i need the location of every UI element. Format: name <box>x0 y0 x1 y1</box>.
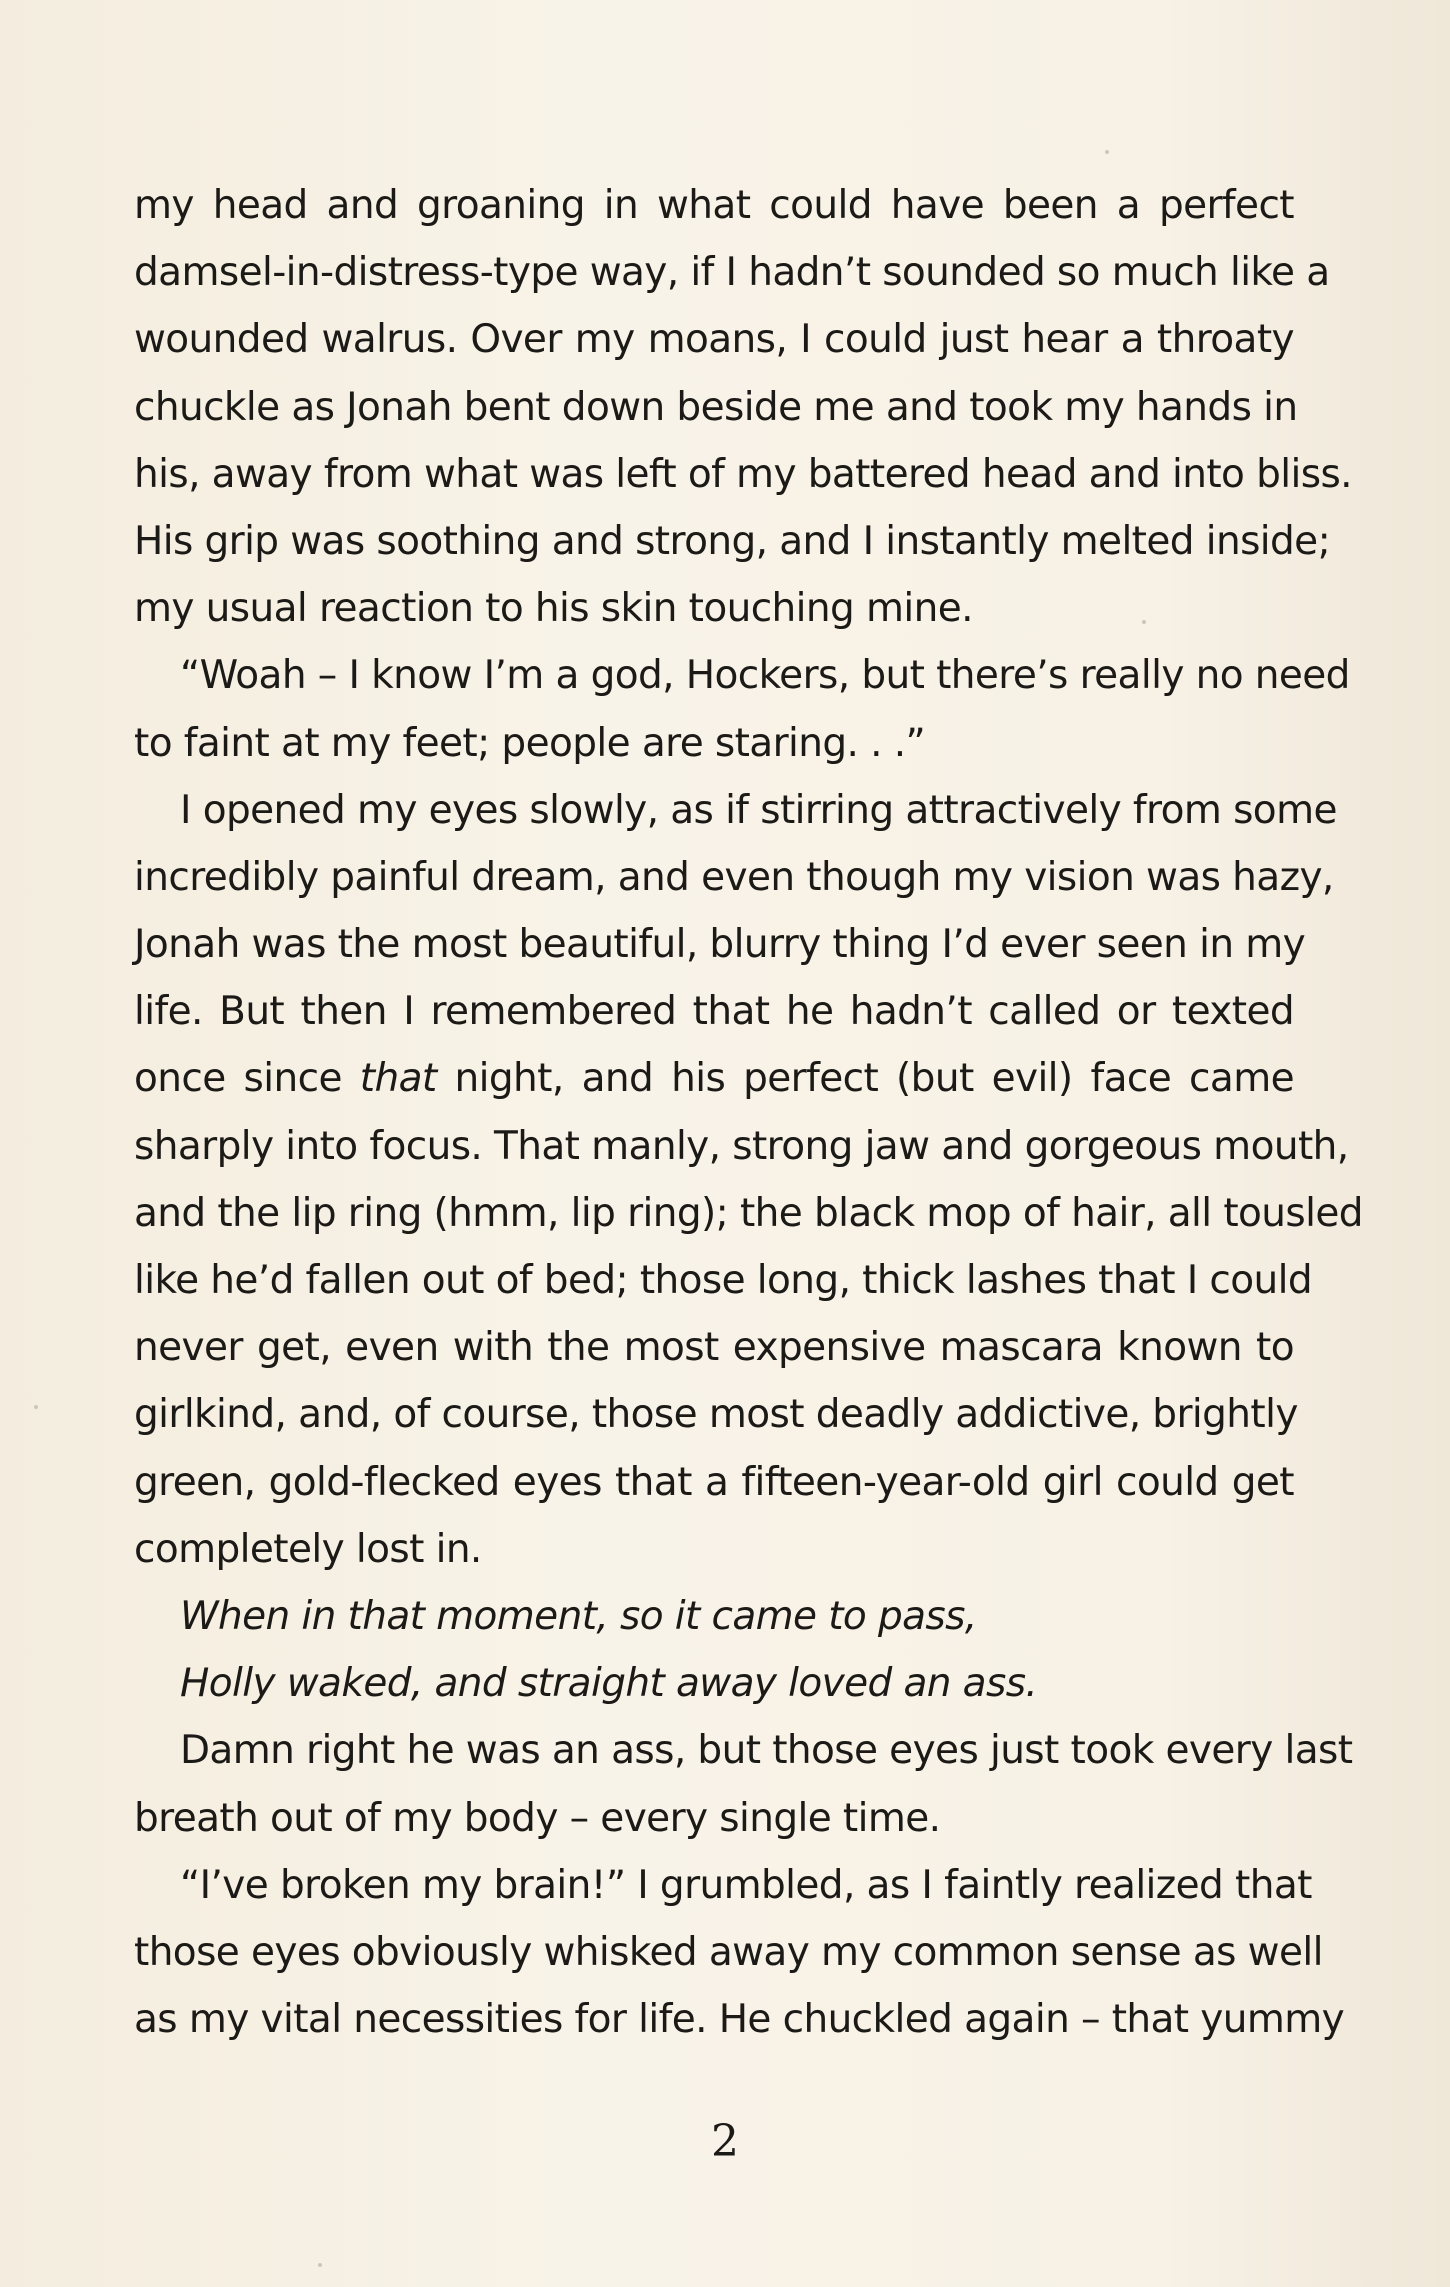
text-line: and the lip ring (hmm, lip ring); the black mop of hair, all tousled <box>134 1190 1363 1236</box>
text-line: “I’ve broken my brain!” I grumbled, as I faintly realized that <box>180 1862 1312 1908</box>
text-line: Jonah was the most beautiful, blurry thing I’d ever seen in my <box>134 922 1306 968</box>
text-line <box>134 1045 1294 1112</box>
text-line: my usual reaction to his skin touching mine. <box>134 586 973 632</box>
text-line: to faint at my feet; people are staring. . .” <box>134 720 926 766</box>
text-line: “Woah – I know I’m a god, Hockers, but there’s really no need <box>180 653 1350 699</box>
text-line: sharply into focus. That manly, strong jaw and gorgeous mouth, <box>134 1123 1349 1169</box>
text-line: like he’d fallen out of bed; those long, thick lashes that I could <box>134 1258 1313 1303</box>
text-line: completely lost in. <box>134 1526 482 1572</box>
text-line: green, gold-flecked eyes that a fifteen-year-old girl could get <box>134 1459 1294 1505</box>
verse-line: When in that moment, so it came to pass, <box>180 1593 977 1639</box>
text-line: girlkind, and, of course, those most deadly addictive, brightly <box>134 1392 1298 1438</box>
text-line: His grip was soothing and strong, and I instantly melted inside; <box>134 518 1331 564</box>
text-line: chuckle as Jonah bent down beside me and took my hands in <box>134 384 1298 430</box>
text-segment: once since <box>134 1056 342 1102</box>
body-text <box>134 172 1363 2053</box>
emphasis-word: that <box>359 1056 437 1102</box>
text-line: as my vital necessities for life. He chuckled again – that yummy <box>134 1997 1345 2043</box>
text-line: life. But then I remembered that he hadn’t called or texted <box>134 989 1294 1035</box>
text-line: never get, even with the most expensive mascara known to <box>134 1325 1294 1371</box>
text-segment: night, and his perfect (but evil) face came <box>454 1056 1294 1102</box>
paper-speck <box>34 1405 38 1409</box>
text-line: breath out of my body – every single time. <box>134 1795 941 1841</box>
text-line: Damn right he was an ass, but those eyes just took every last <box>180 1728 1353 1774</box>
text-line: wounded walrus. Over my moans, I could just hear a throaty <box>134 317 1294 363</box>
text-line: incredibly painful dream, and even though my vision was hazy, <box>134 854 1334 900</box>
text-line: his, away from what was left of my battered head and into bliss. <box>134 451 1352 497</box>
paper-speck <box>318 2263 322 2267</box>
text-line: damsel-in-distress-type way, if I hadn’t sounded so much like a <box>134 250 1330 296</box>
text-line: I opened my eyes slowly, as if stirring attractively from some <box>180 787 1337 833</box>
page-number: 2 <box>711 2116 739 2167</box>
text-line: those eyes obviously whisked away my common sense as well <box>134 1929 1323 1975</box>
verse-line: Holly waked, and straight away loved an ass. <box>180 1661 1038 1707</box>
paper-speck <box>1142 620 1146 624</box>
text-line: my head and groaning in what could have been a perfect <box>134 183 1294 228</box>
paper-speck <box>1105 150 1109 154</box>
